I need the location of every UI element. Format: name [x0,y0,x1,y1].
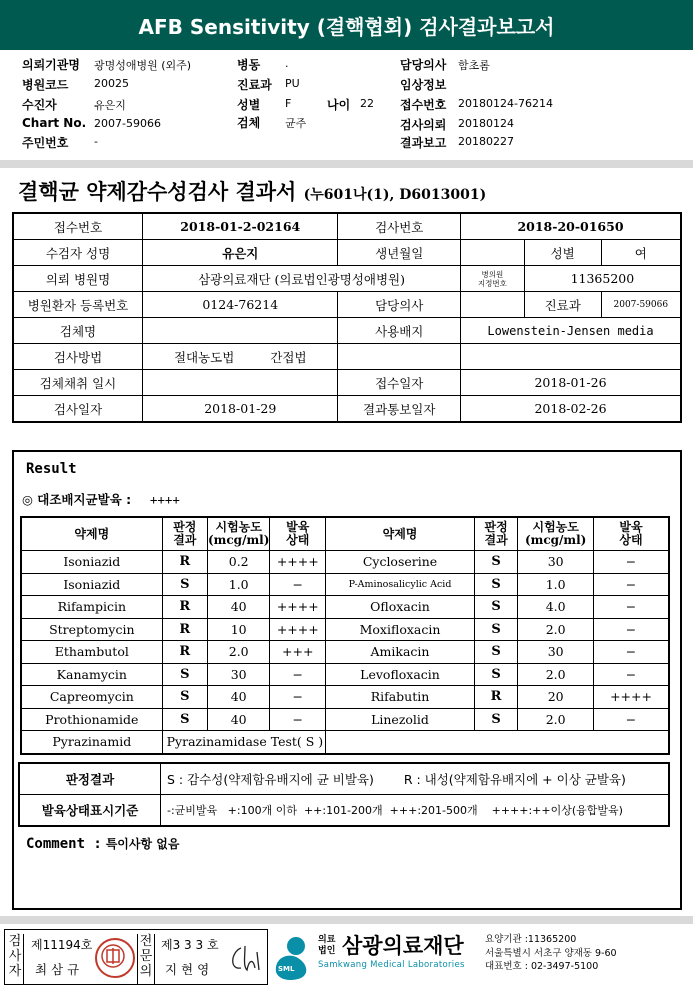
report-code: (누601나(1), D6013001) [303,187,487,203]
drug-result: S [474,573,517,596]
hdr-label-hospital: 의뢰기관명 [22,58,80,72]
drug-name: P-Aminosalicylic Acid [326,573,475,596]
col-header-conc-left-1: 시험농도 [215,520,262,534]
drug-result: S [474,663,517,686]
drug-growth: − [594,663,669,686]
org-english-name: Samkwang Medical Laboratories [318,960,465,970]
pza-test: Pyrazinamidase Test( S ) [162,731,326,754]
doctor-label: 담당의사 [338,292,461,318]
specialist-name: 지 현 영 [165,962,210,977]
drug-conc: 40 [208,596,270,619]
method-indirect: 간접법 [270,349,307,365]
table-row [21,573,669,596]
hdr-label-chart: Chart No. [22,116,87,130]
hdr-label-dept: 진료과 [237,78,272,92]
drug-growth: − [270,708,326,731]
drug-growth: +++ [270,641,326,664]
hospital-no-label-2: 지정번호 [477,278,507,288]
patient-info-table [12,212,682,423]
drug-result: R [162,551,207,574]
birth-label: 생년월일 [338,240,461,266]
drug-growth: − [270,686,326,709]
pza-empty [326,731,669,754]
col-header-growth-left-1: 발육 [286,520,310,534]
col-header-drug-right: 약제명 [326,517,475,551]
drug-name: Rifampicin [21,596,162,619]
judge-legend-label: 판정결과 [19,763,161,795]
reg-label: 병원환자 등록번호 [13,292,143,318]
reg-value: 0124-76214 [143,292,338,318]
table-row [21,618,669,641]
separator-strip [0,160,693,168]
growth-legend-text: -:균비발육 +:100개 이하 ++:101-200개 +++:201-500개 ++++:++이상(융합발육) [161,795,670,827]
growth-legend-label: 발육상태표시기준 [19,795,161,827]
reception-label: 접수번호 [13,213,143,240]
hdr-label-report: 결과보고 [400,136,447,150]
control-growth-label: ◎ 대조배지균발육 : [22,492,132,507]
hdr-label-sex: 성별 [237,98,261,112]
org-address: 서울특별시 서초구 양재동 9-60 [485,947,617,959]
dept-label: 진료과 [524,292,601,318]
col-header-conc-left [208,517,270,551]
report-title [18,176,486,206]
hdr-value-report: 20180227 [458,135,514,148]
comment-text: 특이사항 없음 [105,837,180,851]
signature-box [4,929,268,985]
table-row [21,596,669,619]
collect-value [143,370,338,396]
dept-value: 2007-59066 [601,292,681,318]
drug-result: S [474,708,517,731]
hdr-value-rrn: - [94,135,98,148]
drug-growth: − [594,641,669,664]
drug-growth: − [594,618,669,641]
hdr-label-patient: 수진자 [22,98,57,112]
drug-name: Prothionamide [21,708,162,731]
control-growth [22,490,180,508]
hdr-value-patient: 유은지 [94,99,126,112]
drug-conc: 2.0 [208,641,270,664]
drug-growth: − [594,573,669,596]
drug-susceptibility-table [20,516,670,755]
method-empty-2 [461,344,681,370]
drug-conc: 40 [208,708,270,731]
hdr-label-request: 검사의뢰 [400,118,447,132]
test-value: 2018-01-29 [143,396,338,423]
patient-label: 수검자 성명 [13,240,143,266]
drug-conc: 20 [518,686,594,709]
legend-table [18,762,670,827]
org-name: 삼광의료재단 [342,934,464,958]
org-care-no: 요양기관 :11365200 [485,934,577,945]
drug-result: S [162,708,207,731]
drug-result: S [162,663,207,686]
hdr-value-chart: 2007-59066 [94,117,161,130]
col-header-judge-left-2: 결과 [173,533,197,547]
hospital-label: 의뢰 병원명 [13,266,143,292]
signature-icon [227,940,263,976]
test-label: 검사일자 [13,396,143,423]
hdr-label-specimen: 검체 [237,116,261,130]
hdr-value-request: 20180124 [458,117,514,130]
table-row [21,708,669,731]
col-header-judge-left-1: 판정 [173,520,197,534]
hdr-value-dept: PU [285,77,300,90]
judge-legend-r: R : 내성(약제함유배지에 + 이상 균발육) [403,772,626,787]
medium-value: Lowenstein-Jensen media [461,318,681,344]
judge-legend-text [161,763,670,795]
drug-growth: − [594,708,669,731]
exam-no-label: 검사번호 [338,213,461,240]
drug-growth: − [270,663,326,686]
drug-name: Linezolid [326,708,475,731]
col-header-conc-right-2: (mcg/ml) [524,533,587,547]
col-header-growth-left-2: 상태 [286,533,310,547]
examiner-label [7,934,24,984]
sex-label: 성별 [524,240,601,266]
footer-strip [0,916,693,924]
col-header-growth-right [594,517,669,551]
table-row [21,551,669,574]
drug-growth: ++++ [270,618,326,641]
drug-name: Isoniazid [21,551,162,574]
hdr-label-clinical: 임상정보 [400,78,447,92]
drug-name: Cycloserine [326,551,475,574]
drug-growth: − [594,551,669,574]
table-row [21,731,669,754]
hdr-value-age: 22 [360,97,374,110]
drug-growth: ++++ [270,596,326,619]
method-label: 검사방법 [13,344,143,370]
result-label: Result [26,461,77,477]
drug-result: R [162,596,207,619]
col-header-judge-right-1: 판정 [484,520,508,534]
sml-logo-mark-icon [272,932,314,982]
col-header-judge-left [162,517,207,551]
hdr-value-sex: F [285,97,292,110]
hdr-value-specimen: 균주 [285,117,307,130]
col-header-conc-right-1: 시험농도 [532,520,579,534]
comment-label: Comment : [26,836,102,852]
specimen-value [143,318,338,344]
specialist-label [137,934,155,984]
drug-name: Isoniazid [21,573,162,596]
drug-name: Streptomycin [21,618,162,641]
drug-conc: 1.0 [518,573,594,596]
hdr-value-ward: . [285,57,289,70]
control-growth-value: ++++ [149,492,180,507]
examiner-name: 최 삼 규 [35,962,80,977]
hospital-value: 삼광의료재단 (의료법인광명성애병원) [143,266,461,292]
reception-value: 2018-01-2-02164 [143,213,338,240]
pza-drug: Pyrazinamid [21,731,162,754]
hdr-label-doctor: 담당의사 [400,58,447,72]
drug-growth: ++++ [270,551,326,574]
drug-result: S [474,641,517,664]
hdr-label-hospital-code: 병원코드 [22,78,69,92]
col-header-judge-right [474,517,517,551]
specialist-label-text: 전문의 [139,934,153,979]
drug-result: R [162,641,207,664]
drug-name: Rifabutin [326,686,475,709]
col-header-drug-left: 약제명 [21,517,162,551]
hdr-label-rrn: 주민번호 [22,136,69,150]
medium-label: 사용배지 [338,318,461,344]
seal-pattern-icon [97,940,133,976]
judge-legend-s: S : 감수성(약제함유배지에 균 비발육) [167,772,374,787]
drug-conc: 10 [208,618,270,641]
drug-conc: 30 [208,663,270,686]
patient-value: 유은지 [143,240,338,266]
drug-growth: − [594,596,669,619]
drug-conc: 2.0 [518,618,594,641]
drug-result: R [474,686,517,709]
birth-value [461,240,525,266]
drug-result: S [162,686,207,709]
drug-conc: 2.0 [518,708,594,731]
col-header-growth-right-2: 상태 [619,533,643,547]
specialist-number: 제3 3 3 호 [161,938,219,952]
drug-name: Ofloxacin [326,596,475,619]
drug-result: S [162,573,207,596]
hospital-no-label [461,266,525,292]
drug-result: S [474,596,517,619]
table-row [21,686,669,709]
report-header-title: AFB Sensitivity (결핵협회) 검사결과보고서 [0,0,693,50]
drug-conc: 4.0 [518,596,594,619]
drug-name: Amikacin [326,641,475,664]
drug-name: Levofloxacin [326,663,475,686]
drug-conc: 0.2 [208,551,270,574]
drug-name: Kanamycin [21,663,162,686]
hdr-value-reception: 20180124-76214 [458,97,553,110]
col-header-judge-right-2: 결과 [484,533,508,547]
hdr-label-reception: 접수번호 [400,98,447,112]
drug-growth: − [270,573,326,596]
examiner-label-text: 검사자 [8,934,22,979]
drug-name: Moxifloxacin [326,618,475,641]
report-title-text: 결핵균 약제감수성검사 결과서 [18,179,297,204]
drug-growth: ++++ [594,686,669,709]
drug-result: S [474,551,517,574]
col-header-growth-right-1: 발육 [619,520,643,534]
examiner-number: 제11194호 [31,938,93,952]
org-prefix-1: 의료 [318,935,336,945]
method-value [143,344,338,370]
col-header-growth-left [270,517,326,551]
sml-logo-icon [272,932,314,982]
receive-value: 2018-01-26 [461,370,681,396]
drug-name: Ethambutol [21,641,162,664]
drug-conc: 1.0 [208,573,270,596]
col-header-conc-left-2: (mcg/ml) [208,533,270,547]
sml-logo-text: SML [278,965,295,973]
hospital-no-value: 11365200 [524,266,681,292]
drug-name: Capreomycin [21,686,162,709]
org-prefix [318,935,335,957]
drug-conc: 30 [518,641,594,664]
collect-label: 검체채취 일시 [13,370,143,396]
method-empty-1 [338,344,461,370]
hdr-value-hospital-code: 20025 [94,77,129,90]
drug-result: S [474,618,517,641]
hdr-label-age: 나이 [327,98,351,112]
receive-label: 접수일자 [338,370,461,396]
header-info [0,50,693,160]
drug-conc: 30 [518,551,594,574]
hdr-label-ward: 병동 [237,58,261,72]
org-phone: 대표번호 : 02-3497-5100 [485,961,599,972]
sex-value: 여 [601,240,681,266]
examiner-seal-icon [95,938,135,978]
specimen-label: 검체명 [13,318,143,344]
exam-no-value: 2018-20-01650 [461,213,681,240]
col-header-conc-right [518,517,594,551]
table-row [21,663,669,686]
org-prefix-2: 법인 [318,946,336,956]
drug-conc: 40 [208,686,270,709]
drug-conc: 2.0 [518,663,594,686]
hdr-value-hospital: 광명성애병원 (외주) [94,59,192,72]
comment [26,835,179,852]
notice-label: 결과통보일자 [338,396,461,423]
method-absolute: 절대농도법 [173,349,235,365]
table-row [21,641,669,664]
drug-result: R [162,618,207,641]
hdr-value-doctor: 함초롬 [458,59,490,72]
doctor-value [461,292,525,318]
hospital-no-label-1: 병의원 [481,269,504,279]
notice-value: 2018-02-26 [461,396,681,423]
org-contact [485,933,617,974]
